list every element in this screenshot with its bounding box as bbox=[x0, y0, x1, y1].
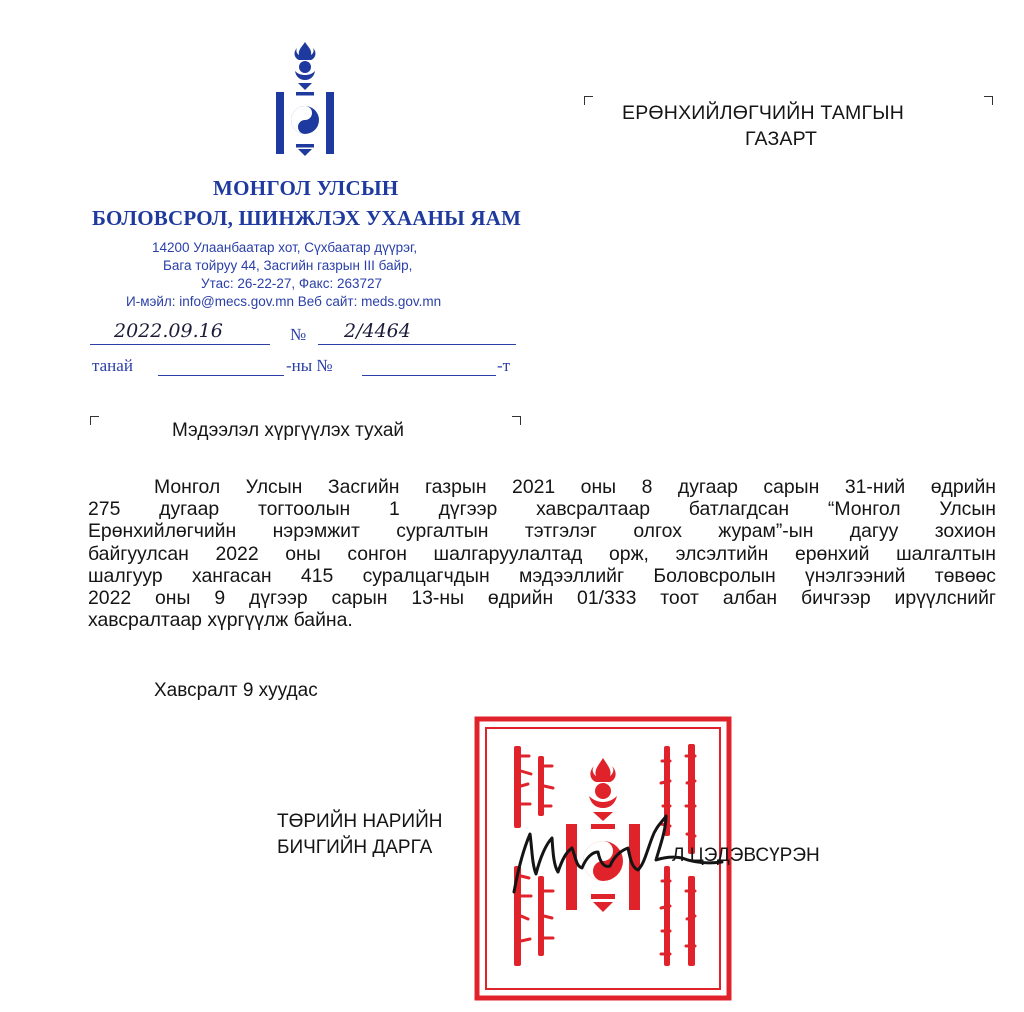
recipient-line-1: ЕРӨНХИЙЛӨГЧИЙН ТАМГЫН bbox=[622, 102, 904, 124]
signer-name: Л.ЦЭДЭВСҮРЭН bbox=[672, 845, 820, 866]
recipient-corner-top-right bbox=[984, 96, 993, 105]
number-sign: № bbox=[290, 325, 307, 344]
recipient-corner-top-left bbox=[584, 96, 593, 105]
number-underline bbox=[318, 344, 516, 345]
body-line: Монгол Улсын Засгийн газрын 2021 оны 8 дугаар сарын 31-ний өдрийн bbox=[154, 476, 996, 498]
org-name-line-1: МОНГОЛ УЛСЫН bbox=[213, 176, 399, 200]
date-underline bbox=[90, 344, 270, 345]
letter-number: 2/4464 bbox=[344, 320, 411, 342]
your-number-label: -ны № bbox=[286, 356, 333, 375]
recipient-line-2: ГАЗАРТ bbox=[745, 128, 818, 150]
your-date-underline bbox=[158, 375, 284, 376]
address-phone-line: Утас: 26-22-27, Факс: 263727 bbox=[201, 276, 383, 291]
attachment-note: Хавсралт 9 хуудас bbox=[154, 680, 318, 701]
your-letter-label: танай bbox=[92, 356, 133, 375]
subject-corner-top-right bbox=[512, 416, 521, 425]
address-line-1: 14200 Улаанбаатар хот, Сүхбаатар дүүрэг, bbox=[152, 240, 418, 255]
signer-title-line-2: БИЧГИЙН ДАРГА bbox=[277, 837, 433, 858]
address-line-2: Бага тойруу 44, Засгийн газрын III байр, bbox=[163, 258, 413, 273]
your-number-underline bbox=[362, 375, 496, 376]
letter-date: 2022.09.16 bbox=[114, 320, 223, 342]
body-line: байгуулсан 2022 оны сонгон шалгаруулалтад орж, элсэлтийн ерөнхий шалгалтын bbox=[88, 542, 996, 565]
to-suffix: -т bbox=[497, 356, 511, 375]
soyombo-emblem-icon bbox=[274, 40, 336, 158]
org-name-line-2: БОЛОВСРОЛ, ШИНЖЛЭХ УХААНЫ ЯАМ bbox=[92, 206, 522, 230]
subject-corner-top-left bbox=[90, 416, 99, 425]
body-line: шалгуур хангасан 415 суралцагчдын мэдээллийг Боловсролын үнэлгээний төвөөс bbox=[88, 564, 996, 587]
body-line: 2022 оны 9 дүгээр сарын 13-ны өдрийн 01/333 тоот албан бичгээр ирүүлснийг bbox=[88, 586, 996, 609]
body-line: 275 дугаар тогтоолын 1 дүгээр хавсралтаар батлагдсан “Монгол Улсын bbox=[88, 498, 996, 521]
subject-line: Мэдээлэл хүргүүлэх тухай bbox=[172, 420, 405, 441]
address-email-line: И-мэйл: info@mecs.gov.mn Веб сайт: meds.gov.mn bbox=[126, 294, 442, 309]
letter-body bbox=[88, 476, 996, 631]
signer-title-line-1: ТӨРИЙН НАРИЙН bbox=[277, 811, 443, 832]
body-line: хавсралтаар хүргүүлж байна. bbox=[88, 609, 353, 632]
body-line: Ерөнхийлөгчийн нэрэмжит сургалтын тэтгэлэг олгох журам”-ын дагуу зохион bbox=[88, 520, 996, 543]
